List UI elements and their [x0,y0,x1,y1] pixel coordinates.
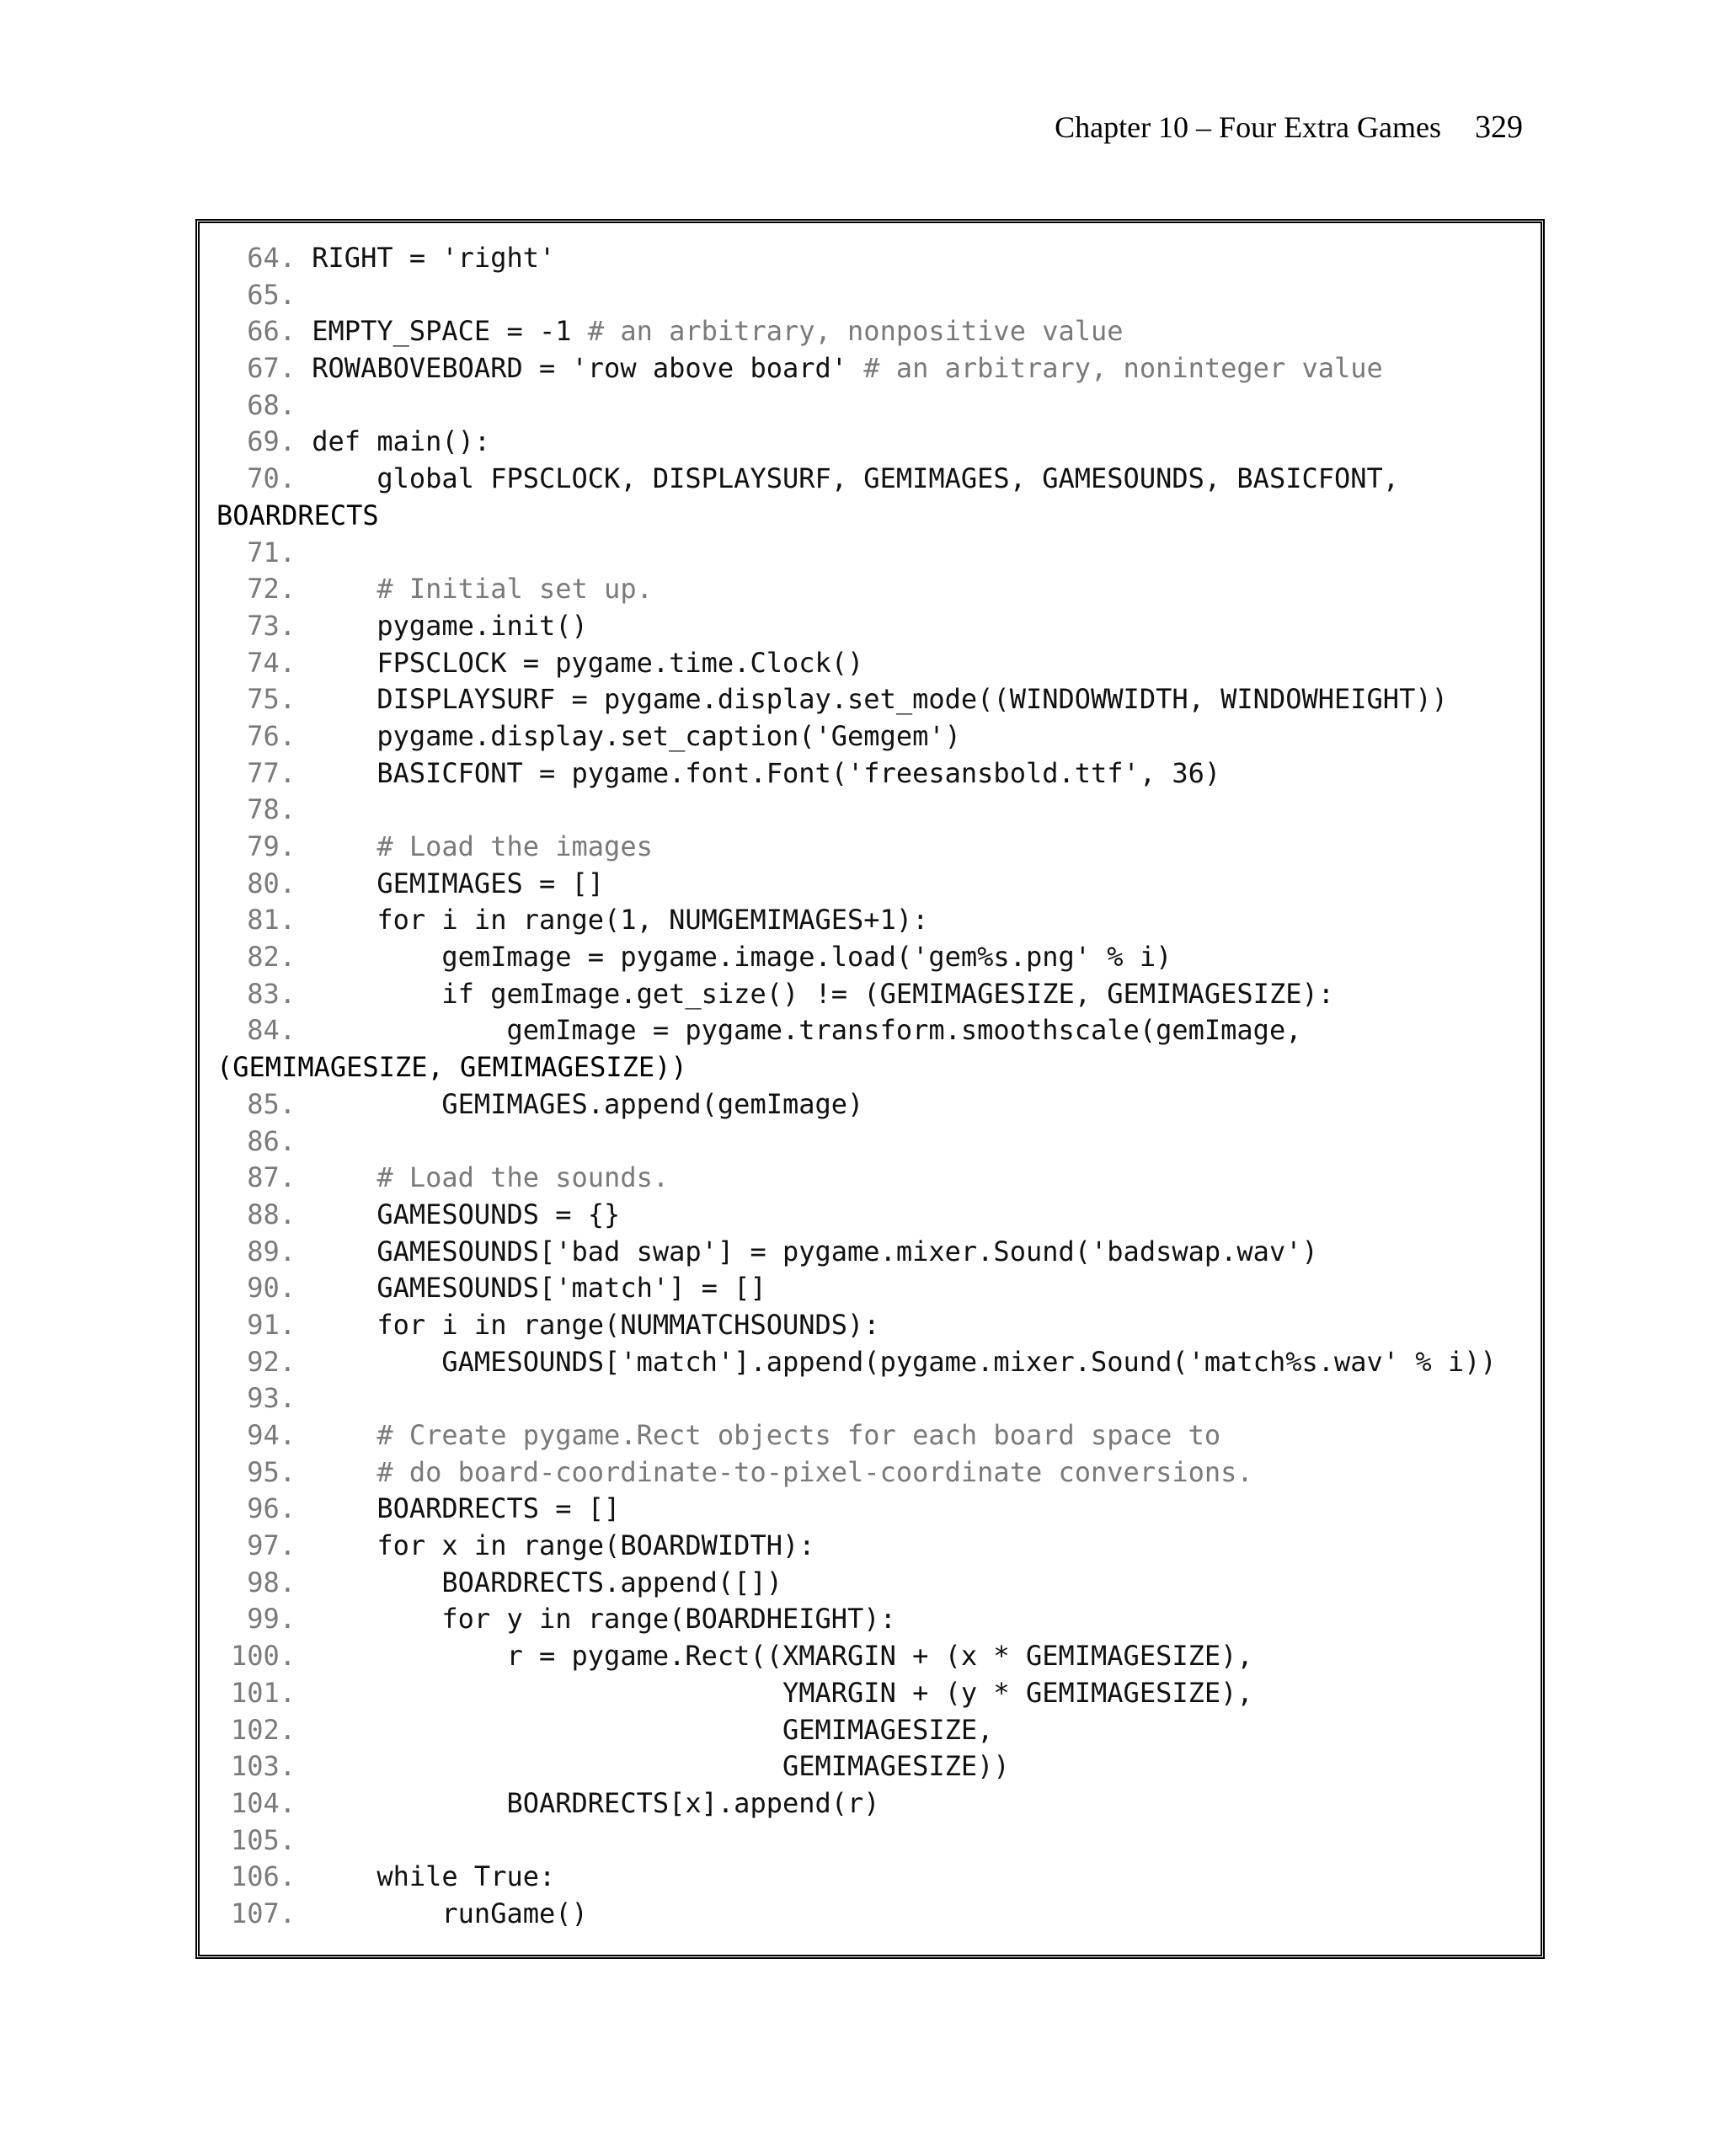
line-number: 88. [230,1198,296,1230]
line-number: 95. [230,1455,296,1488]
code-text [296,1566,782,1598]
code-statement: pygame.display.set_caption('Gemgem') [296,719,961,752]
code-statement: YMARGIN + (y * GEMIMAGESIZE), [296,1676,1253,1709]
code-line [220,1601,1497,1638]
line-number: 91. [230,1308,296,1341]
code-line [220,1565,1497,1602]
line-number: 64. [230,242,296,274]
code-line [220,792,1497,829]
code-text [296,1014,1301,1046]
code-statement: for y in range(BOARDHEIGHT): [296,1603,896,1636]
code-text [296,610,588,642]
line-number: 87. [230,1161,296,1194]
code-statement: while True: [296,1860,556,1893]
line-number: 78. [230,793,296,826]
line-number: 83. [230,977,296,1010]
code-statement: gemImage = pygame.image.load('gem%s.png' % i) [296,941,1172,974]
code-statement: GEMIMAGESIZE, [296,1713,994,1746]
code-line [220,1234,1497,1271]
code-text [296,1860,555,1892]
code-line [220,1307,1497,1344]
code-statement: GAMESOUNDS['match'].append(pygame.mixer.Sound('match%s.wav' % i)) [296,1345,1497,1378]
code-line [220,1896,1497,1933]
code-statement: RIGHT = 'right' [296,242,556,274]
line-number: 75. [230,683,296,716]
line-number: 65. [230,278,296,311]
code-comment: # Create pygame.Rect objects for each board space to [377,1419,1221,1451]
line-number: 68. [230,388,296,421]
code-statement: EMPTY_SPACE = -1 [296,315,588,348]
code-statement [296,1456,377,1488]
line-number: 85. [230,1087,296,1120]
line-number: 100. [230,1640,296,1673]
chapter-title: Chapter 10 – Four Extra Games [1055,110,1441,144]
line-number: 66. [230,315,296,348]
code-listing [216,240,1497,1933]
code-statement: r = pygame.Rect((XMARGIN + (x * GEMIMAGESIZE), [296,1640,1253,1673]
code-statement: DISPLAYSURF = pygame.display.set_mode((WINDOWWIDTH, WINDOWHEIGHT)) [296,683,1448,716]
code-line [220,535,1497,572]
code-text [296,720,961,752]
code-statement: for i in range(1, NUMGEMIMAGES+1): [296,904,929,937]
code-wrapped-continuation: (GEMIMAGESIZE, GEMIMAGESIZE)) [216,1051,687,1084]
code-text [296,1346,1497,1378]
code-line [220,571,1497,608]
code-statement: GAMESOUNDS['bad swap'] = pygame.mixer.Sound('badswap.wav') [296,1235,1318,1267]
code-wrapped-continuation: BOARDRECTS [216,499,379,531]
line-number: 80. [230,867,296,899]
code-line [220,1417,1497,1454]
code-statement: ROWABOVEBOARD = 'row above board' [296,352,864,385]
line-number: 76. [230,719,296,752]
code-statement: GAMESOUNDS = {} [296,1198,621,1230]
code-text [296,573,653,605]
code-text [296,1492,620,1524]
code-text [296,1419,1220,1451]
line-number: 67. [230,352,296,385]
code-statement: BOARDRECTS = [] [296,1492,621,1525]
code-text [296,242,555,274]
code-line [220,1270,1497,1307]
code-text [296,904,928,936]
code-statement: GEMIMAGESIZE)) [296,1750,1010,1783]
line-number: 101. [230,1676,296,1709]
code-statement: BOARDRECTS.append([]) [296,1566,782,1598]
code-statement: pygame.init() [296,609,588,642]
code-line [220,277,1497,314]
code-text [296,867,604,899]
code-line [220,1491,1497,1528]
code-text [296,647,863,679]
code-line [220,1012,1497,1049]
code-statement: gemImage = pygame.transform.smoothscale(gemImage, [296,1014,1302,1047]
code-statement: global FPSCLOCK, DISPLAYSURF, GEMIMAGES, GAMESOUNDS, BASICFONT, [296,462,1400,495]
code-comment: # Load the sounds. [377,1161,670,1194]
code-line [220,939,1497,976]
code-text [296,1161,669,1193]
code-text [296,1088,863,1120]
code-line [220,350,1497,387]
line-number: 79. [230,830,296,862]
code-line [220,424,1497,461]
line-number: 72. [230,573,296,606]
code-text [296,1750,1010,1782]
code-text [296,1529,815,1561]
line-number: 74. [230,646,296,679]
line-number: 77. [230,756,296,789]
line-number: 70. [230,462,296,495]
code-statement: for x in range(BOARDWIDTH): [296,1529,815,1562]
code-text [296,757,1220,789]
line-number: 92. [230,1345,296,1378]
code-line [220,645,1497,682]
running-header [1055,106,1523,148]
line-number: 86. [230,1124,296,1157]
code-line [220,976,1497,1013]
code-text [296,1640,1253,1672]
code-statement: for i in range(NUMMATCHSOUNDS): [296,1308,880,1341]
code-text [296,1198,620,1230]
code-comment: # do board-coordinate-to-pixel-coordinate conversions. [377,1455,1253,1488]
code-text [296,941,1172,973]
code-statement [296,1161,377,1193]
code-line [220,1086,1497,1123]
code-line [220,1822,1497,1860]
line-number: 93. [230,1382,296,1415]
code-comment: # Load the images [377,830,653,862]
code-text [296,978,1334,1010]
code-text [296,1272,766,1304]
code-text [296,462,1399,494]
code-line [220,681,1497,718]
line-number: 106. [230,1860,296,1893]
code-text [296,1714,993,1746]
code-line [220,1638,1497,1675]
line-number: 97. [230,1529,296,1562]
code-line [220,1454,1497,1492]
code-line [220,1859,1497,1896]
code-comment: # an arbitrary, nonpositive value [587,315,1124,348]
line-number: 104. [230,1786,296,1819]
code-line [220,1675,1497,1712]
code-line [220,1785,1497,1822]
code-text [296,1897,588,1929]
line-number: 105. [230,1823,296,1856]
code-line [220,718,1497,755]
code-statement: def main(): [296,425,491,458]
code-text [296,683,1448,715]
code-line [220,1748,1497,1785]
code-comment: # an arbitrary, noninteger value [863,352,1383,385]
code-statement: GEMIMAGES = [] [296,867,605,899]
code-text [296,1603,896,1635]
code-line [220,461,1497,498]
code-line [220,1380,1497,1417]
code-line [220,240,1497,277]
page-number: 329 [1475,109,1523,145]
code-line [220,829,1497,866]
code-line [220,1197,1497,1234]
code-text [296,1787,880,1819]
code-statement: GAMESOUNDS['match'] = [] [296,1272,766,1305]
line-number: 69. [230,425,296,458]
code-line [220,866,1497,903]
line-number: 107. [230,1897,296,1929]
line-number: 73. [230,609,296,642]
code-statement: BASICFONT = pygame.font.Font('freesansbold.ttf', 36) [296,756,1221,789]
code-statement [296,830,377,862]
line-number: 84. [230,1014,296,1047]
line-number: 96. [230,1492,296,1525]
code-text [296,1456,1253,1488]
code-text [296,352,1383,384]
code-statement: GEMIMAGES.append(gemImage) [296,1087,864,1120]
line-number: 81. [230,904,296,937]
code-statement: FPSCLOCK = pygame.time.Clock() [296,646,864,679]
code-line [220,1528,1497,1565]
code-text [296,425,490,457]
code-text [296,1677,1253,1709]
code-statement: BOARDRECTS[x].append(r) [296,1786,880,1819]
line-number: 94. [230,1419,296,1451]
code-line [220,1160,1497,1197]
line-number: 99. [230,1603,296,1636]
line-number: 102. [230,1713,296,1746]
code-statement [296,573,377,605]
code-line [220,1344,1497,1381]
code-line [220,755,1497,792]
line-number: 98. [230,1566,296,1598]
line-number: 71. [230,536,296,568]
code-line [220,1712,1497,1749]
code-line [220,608,1497,645]
code-statement: runGame() [296,1897,588,1929]
code-statement [296,1419,377,1451]
code-text [296,830,653,862]
line-number: 103. [230,1750,296,1783]
code-line [220,902,1497,939]
code-line [220,1123,1497,1161]
code-text [296,1235,1318,1267]
code-comment: # Initial set up. [377,573,653,606]
line-number: 82. [230,941,296,974]
code-statement: if gemImage.get_size() != (GEMIMAGESIZE, GEMIMAGESIZE): [296,977,1334,1010]
code-text [296,1309,880,1341]
line-number: 90. [230,1272,296,1305]
code-line [220,313,1497,350]
code-text [296,315,1124,347]
line-number: 89. [230,1235,296,1267]
code-listing-box [195,219,1545,1959]
code-line [220,387,1497,424]
